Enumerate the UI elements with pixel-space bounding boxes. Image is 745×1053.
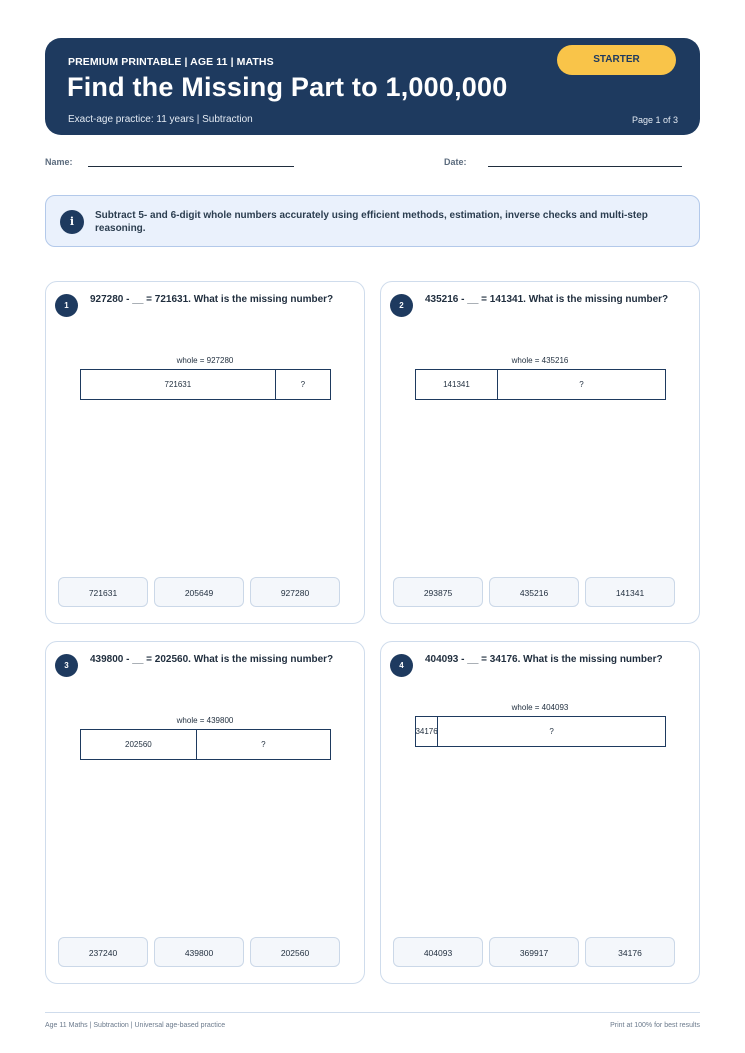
whole-label: whole = 927280 [176, 356, 234, 365]
bar-missing-part: ? [275, 370, 330, 399]
bar-known-part: 141341 [443, 380, 470, 389]
question-card [380, 281, 700, 624]
bar-model [80, 729, 331, 760]
bar-known-part: 34176 [415, 727, 438, 736]
answer-option[interactable]: 202560 [250, 937, 340, 967]
level-badge: STARTER [557, 45, 676, 75]
date-field[interactable] [488, 166, 682, 167]
question-number: 1 [55, 294, 78, 317]
answer-option[interactable]: 927280 [250, 577, 340, 607]
bar-model [415, 369, 666, 400]
bar-known-part: 202560 [125, 740, 152, 749]
answer-options [58, 577, 340, 608]
question-number: 2 [390, 294, 413, 317]
bar-model [415, 716, 666, 747]
bar-model [80, 369, 331, 400]
worksheet-header [45, 38, 700, 135]
footer-left-text: Age 11 Maths | Subtraction | Universal age-based practice [45, 1022, 226, 1029]
answer-option[interactable]: 141341 [585, 577, 675, 607]
question-card [380, 641, 700, 984]
answer-option[interactable]: 435216 [489, 577, 579, 607]
footer-divider [45, 1012, 700, 1013]
answer-option[interactable]: 34176 [585, 937, 675, 967]
answer-option[interactable]: 404093 [393, 937, 483, 967]
info-icon: i [60, 210, 84, 234]
question-number: 4 [390, 654, 413, 677]
header-subtitle: Exact-age practice: 11 years | Subtraction [68, 114, 253, 125]
question-text: 927280 - __ = 721631. What is the missing number? [90, 294, 334, 305]
answer-options [393, 937, 675, 968]
question-card [45, 641, 365, 984]
name-field[interactable] [88, 166, 294, 167]
answer-option[interactable]: 369917 [489, 937, 579, 967]
answer-options [393, 577, 675, 608]
answer-option[interactable]: 721631 [58, 577, 148, 607]
question-text: 404093 - __ = 34176. What is the missing number? [425, 654, 663, 665]
answer-option[interactable]: 439800 [154, 937, 244, 967]
whole-label: whole = 435216 [511, 356, 569, 365]
whole-label: whole = 404093 [511, 703, 569, 712]
question-card [45, 281, 365, 624]
name-label: Name: [45, 157, 73, 167]
answer-option[interactable]: 293875 [393, 577, 483, 607]
answer-option[interactable]: 205649 [154, 577, 244, 607]
header-kicker: PREMIUM PRINTABLE | AGE 11 | MATHS [68, 56, 274, 68]
footer-right-text: Print at 100% for best results [610, 1022, 700, 1029]
question-text: 435216 - __ = 141341. What is the missing number? [425, 294, 669, 305]
answer-options [58, 937, 340, 968]
date-label: Date: [444, 157, 467, 167]
page-indicator: Page 1 of 3 [631, 115, 678, 125]
whole-label: whole = 439800 [176, 716, 234, 725]
bar-known-part: 721631 [164, 380, 192, 389]
instructions-box [45, 195, 700, 247]
bar-missing-part: ? [497, 370, 665, 399]
question-number: 3 [55, 654, 78, 677]
answer-option[interactable]: 237240 [58, 937, 148, 967]
bar-missing-part: ? [196, 730, 330, 759]
page-title: Find the Missing Part to 1,000,000 [67, 72, 508, 102]
instructions-text: Subtract 5- and 6-digit whole numbers accurately using efficient methods, estimation, inverse checks and multi-step reasoning. [95, 210, 648, 234]
bar-missing-part: ? [437, 717, 665, 746]
question-text: 439800 - __ = 202560. What is the missing number? [90, 654, 334, 665]
